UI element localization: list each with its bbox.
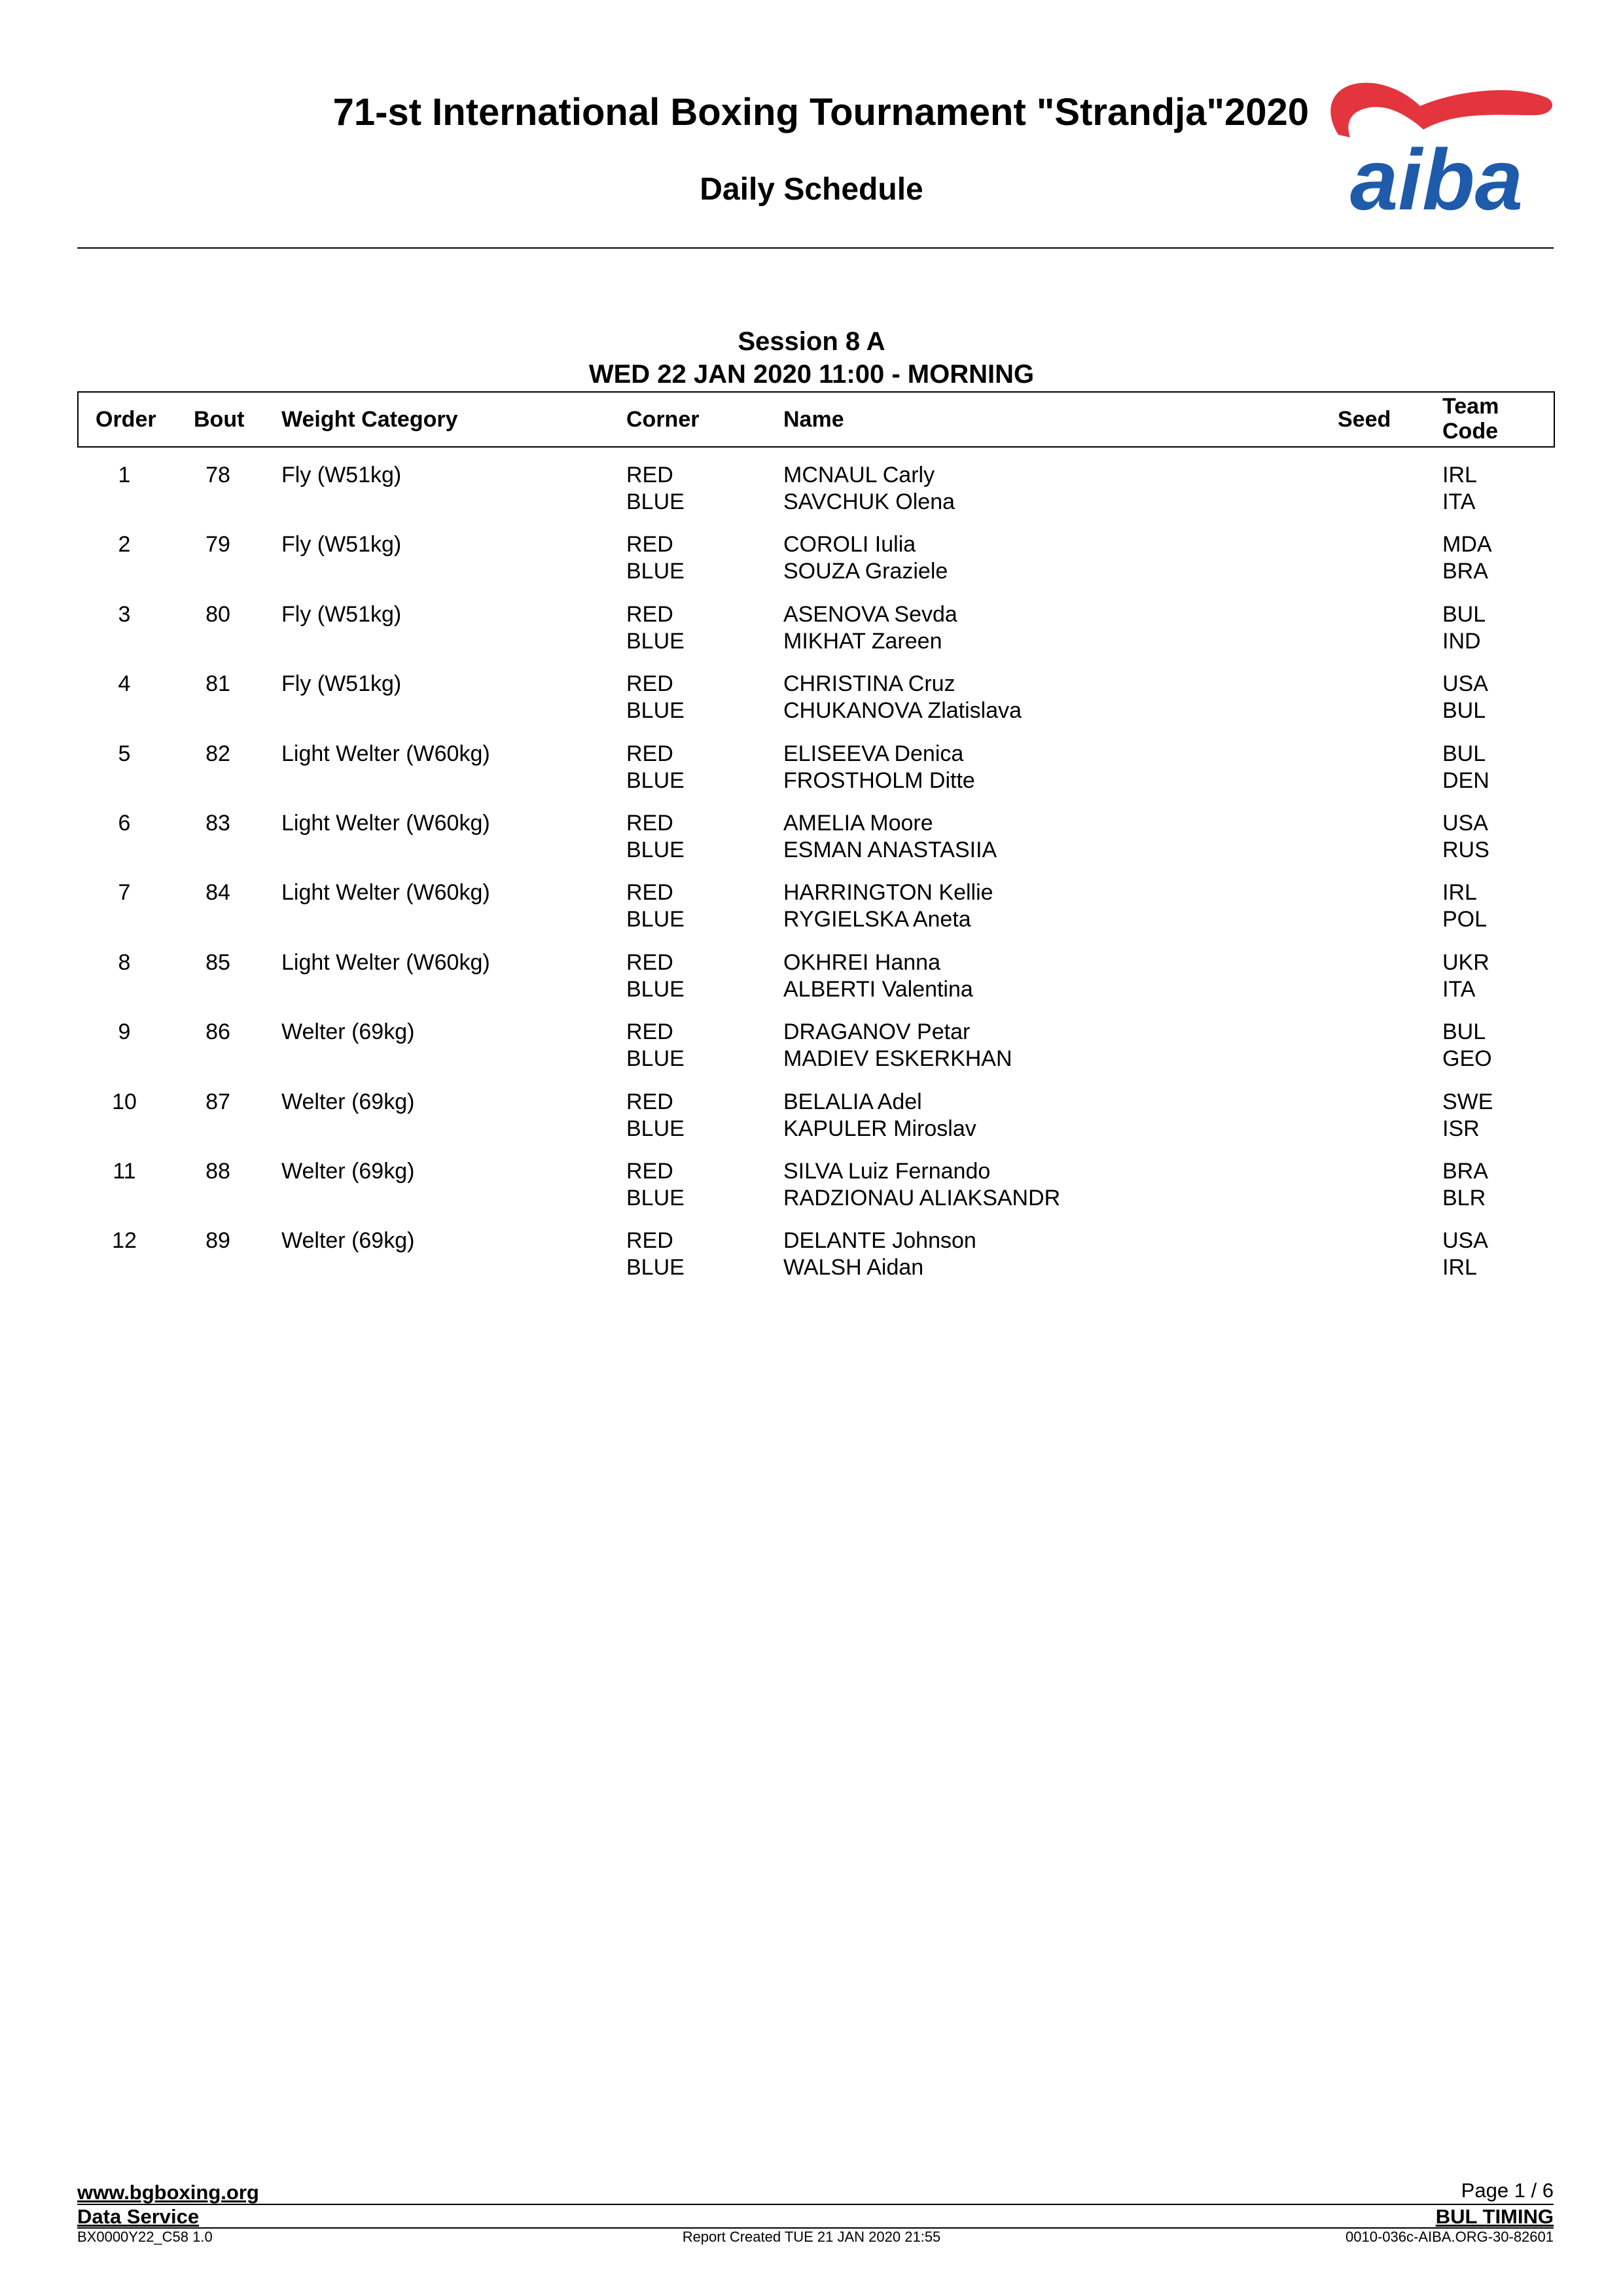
red-corner: RED: [626, 1089, 673, 1114]
column-header-corner: Corner: [626, 407, 700, 432]
bout-order: 4: [118, 671, 131, 696]
red-corner: RED: [626, 950, 673, 975]
table-row: [0, 949, 1623, 1019]
blue-team-code: DEN: [1442, 768, 1489, 793]
blue-team-code: ITA: [1442, 977, 1476, 1002]
weight-category: Light Welter (W60kg): [281, 880, 490, 905]
blue-corner: BLUE: [626, 977, 685, 1002]
red-team-code: IRL: [1442, 880, 1477, 905]
column-header-code: Code: [1442, 419, 1498, 444]
table-row: [0, 531, 1623, 601]
table-row: [0, 601, 1623, 671]
weight-category: Light Welter (W60kg): [281, 811, 490, 836]
blue-corner: BLUE: [626, 838, 685, 862]
blue-team-code: IND: [1442, 629, 1481, 654]
red-corner: RED: [626, 811, 673, 836]
bout-order: 8: [118, 950, 131, 975]
blue-boxer-name: FROSTHOLM Ditte: [783, 768, 975, 793]
red-corner: RED: [626, 880, 673, 905]
red-corner: RED: [626, 602, 673, 627]
column-header-team: Team: [1442, 394, 1499, 419]
table-row: [0, 1227, 1623, 1297]
table-row: [0, 741, 1623, 810]
table-row: [0, 810, 1623, 879]
red-team-code: USA: [1442, 671, 1488, 696]
column-header-bout: Bout: [194, 407, 245, 432]
column-header-seed: Seed: [1338, 407, 1391, 432]
bout-order: 3: [118, 602, 131, 627]
blue-corner: BLUE: [626, 1186, 685, 1210]
bout-order: 7: [118, 880, 131, 905]
blue-team-code: BUL: [1442, 698, 1486, 723]
bout-order: 11: [113, 1159, 136, 1184]
blue-boxer-name: RYGIELSKA Aneta: [783, 907, 971, 932]
blue-boxer-name: SOUZA Graziele: [783, 559, 948, 584]
blue-corner: BLUE: [626, 907, 685, 932]
red-corner: RED: [626, 671, 673, 696]
blue-boxer-name: ALBERTI Valentina: [783, 977, 973, 1002]
blue-corner: BLUE: [626, 1255, 685, 1280]
bout-order: 5: [118, 741, 131, 766]
footer-timing: BUL TIMING: [1435, 2205, 1554, 2228]
bout-number: 83: [205, 811, 230, 836]
weight-category: Welter (69kg): [281, 1089, 415, 1114]
weight-category: Welter (69kg): [281, 1159, 415, 1184]
bout-order: 10: [112, 1089, 137, 1114]
red-team-code: UKR: [1442, 950, 1489, 975]
bout-number: 82: [205, 741, 230, 766]
red-team-code: USA: [1442, 811, 1488, 836]
red-boxer-name: DELANTE Johnson: [783, 1228, 976, 1253]
bout-number: 81: [205, 671, 230, 696]
weight-category: Welter (69kg): [281, 1228, 415, 1253]
blue-corner: BLUE: [626, 698, 685, 723]
column-header-name: Name: [783, 407, 844, 432]
blue-corner: BLUE: [626, 1116, 685, 1141]
blue-corner: BLUE: [626, 559, 685, 584]
footer-website: www.bgboxing.org: [77, 2181, 259, 2204]
bout-number: 84: [205, 880, 230, 905]
blue-boxer-name: SAVCHUK Olena: [783, 489, 955, 514]
bout-order: 1: [118, 463, 131, 487]
session-title: Session 8 A: [738, 327, 885, 356]
aiba-logo-swoosh: [1330, 82, 1552, 137]
table-row: [0, 1158, 1623, 1227]
blue-boxer-name: KAPULER Miroslav: [783, 1116, 976, 1141]
red-team-code: BRA: [1442, 1159, 1488, 1184]
bout-number: 87: [205, 1089, 230, 1114]
bout-order: 6: [118, 811, 131, 836]
column-header-order: Order: [96, 407, 156, 432]
blue-team-code: POL: [1442, 907, 1488, 932]
footer-ref-code: 0010-036c-AIBA.ORG-30-82601: [1346, 2229, 1554, 2245]
header-divider: [77, 247, 1554, 249]
blue-team-code: RUS: [1442, 838, 1489, 862]
blue-corner: BLUE: [626, 768, 685, 793]
table-header: [77, 391, 1555, 448]
table-row: [0, 879, 1623, 949]
weight-category: Fly (W51kg): [281, 532, 402, 557]
aiba-logo-wordmark: aiba: [1349, 132, 1524, 221]
blue-team-code: ISR: [1442, 1116, 1480, 1141]
bout-number: 79: [205, 532, 230, 557]
footer-page-number: Page 1 / 6: [1461, 2179, 1554, 2202]
blue-team-code: ITA: [1442, 489, 1476, 514]
footer-divider-top: [77, 2204, 1554, 2205]
document-subtitle: Daily Schedule: [700, 172, 923, 207]
red-team-code: USA: [1442, 1228, 1488, 1253]
red-corner: RED: [626, 1228, 673, 1253]
footer-doc-code: BX0000Y22_C58 1.0: [77, 2229, 213, 2245]
footer-data-service: Data Service: [77, 2205, 200, 2228]
bout-order: 2: [118, 532, 131, 557]
bout-number: 85: [205, 950, 230, 975]
red-corner: RED: [626, 1019, 673, 1044]
red-boxer-name: SILVA Luiz Fernando: [783, 1159, 991, 1184]
weight-category: Fly (W51kg): [281, 602, 402, 627]
blue-boxer-name: MIKHAT Zareen: [783, 629, 942, 654]
blue-team-code: GEO: [1442, 1046, 1492, 1071]
red-boxer-name: OKHREI Hanna: [783, 950, 940, 975]
red-boxer-name: HARRINGTON Kellie: [783, 880, 993, 905]
red-team-code: BUL: [1442, 741, 1486, 766]
red-team-code: MDA: [1442, 532, 1492, 557]
red-boxer-name: ASENOVA Sevda: [783, 602, 957, 627]
red-boxer-name: CHRISTINA Cruz: [783, 671, 955, 696]
footer-report-created: Report Created TUE 21 JAN 2020 21:55: [682, 2229, 941, 2245]
red-boxer-name: DRAGANOV Petar: [783, 1019, 971, 1044]
bout-number: 86: [205, 1019, 230, 1044]
blue-boxer-name: WALSH Aidan: [783, 1255, 924, 1280]
weight-category: Light Welter (W60kg): [281, 741, 490, 766]
red-team-code: IRL: [1442, 463, 1477, 487]
red-boxer-name: BELALIA Adel: [783, 1089, 922, 1114]
table-row: [0, 671, 1623, 740]
blue-team-code: BLR: [1442, 1186, 1486, 1210]
blue-boxer-name: ESMAN ANASTASIIA: [783, 838, 997, 862]
weight-category: Fly (W51kg): [281, 463, 402, 487]
document-title: 71-st International Boxing Tournament "Strandja"2020: [332, 91, 1309, 133]
weight-category: Light Welter (W60kg): [281, 950, 490, 975]
column-header-weight-category: Weight Category: [281, 407, 458, 432]
bout-number: 88: [205, 1159, 230, 1184]
blue-corner: BLUE: [626, 1046, 685, 1071]
blue-team-code: BRA: [1442, 559, 1488, 584]
red-boxer-name: AMELIA Moore: [783, 811, 933, 836]
red-team-code: BUL: [1442, 602, 1486, 627]
bout-number: 78: [205, 463, 230, 487]
red-corner: RED: [626, 532, 673, 557]
table-row: [0, 1019, 1623, 1088]
red-corner: RED: [626, 741, 673, 766]
bout-number: 89: [205, 1228, 230, 1253]
blue-corner: BLUE: [626, 629, 685, 654]
bout-order: 12: [112, 1228, 137, 1253]
weight-category: Fly (W51kg): [281, 671, 402, 696]
blue-boxer-name: MADIEV ESKERKHAN: [783, 1046, 1012, 1071]
red-boxer-name: ELISEEVA Denica: [783, 741, 964, 766]
blue-corner: BLUE: [626, 489, 685, 514]
bout-order: 9: [118, 1019, 131, 1044]
blue-boxer-name: RADZIONAU ALIAKSANDR: [783, 1186, 1061, 1210]
red-team-code: BUL: [1442, 1019, 1486, 1044]
blue-boxer-name: CHUKANOVA Zlatislava: [783, 698, 1022, 723]
red-boxer-name: MCNAUL Carly: [783, 463, 935, 487]
red-boxer-name: COROLI Iulia: [783, 532, 916, 557]
bout-number: 80: [205, 602, 230, 627]
red-corner: RED: [626, 1159, 673, 1184]
table-row: [0, 462, 1623, 531]
blue-team-code: IRL: [1442, 1255, 1477, 1280]
session-date-time: WED 22 JAN 2020 11:00 - MORNING: [588, 360, 1035, 389]
red-corner: RED: [626, 463, 673, 487]
column-header-team-code: [1442, 394, 1499, 444]
aiba-logo: [1299, 64, 1561, 221]
weight-category: Welter (69kg): [281, 1019, 415, 1044]
red-team-code: SWE: [1442, 1089, 1493, 1114]
table-row: [0, 1089, 1623, 1158]
